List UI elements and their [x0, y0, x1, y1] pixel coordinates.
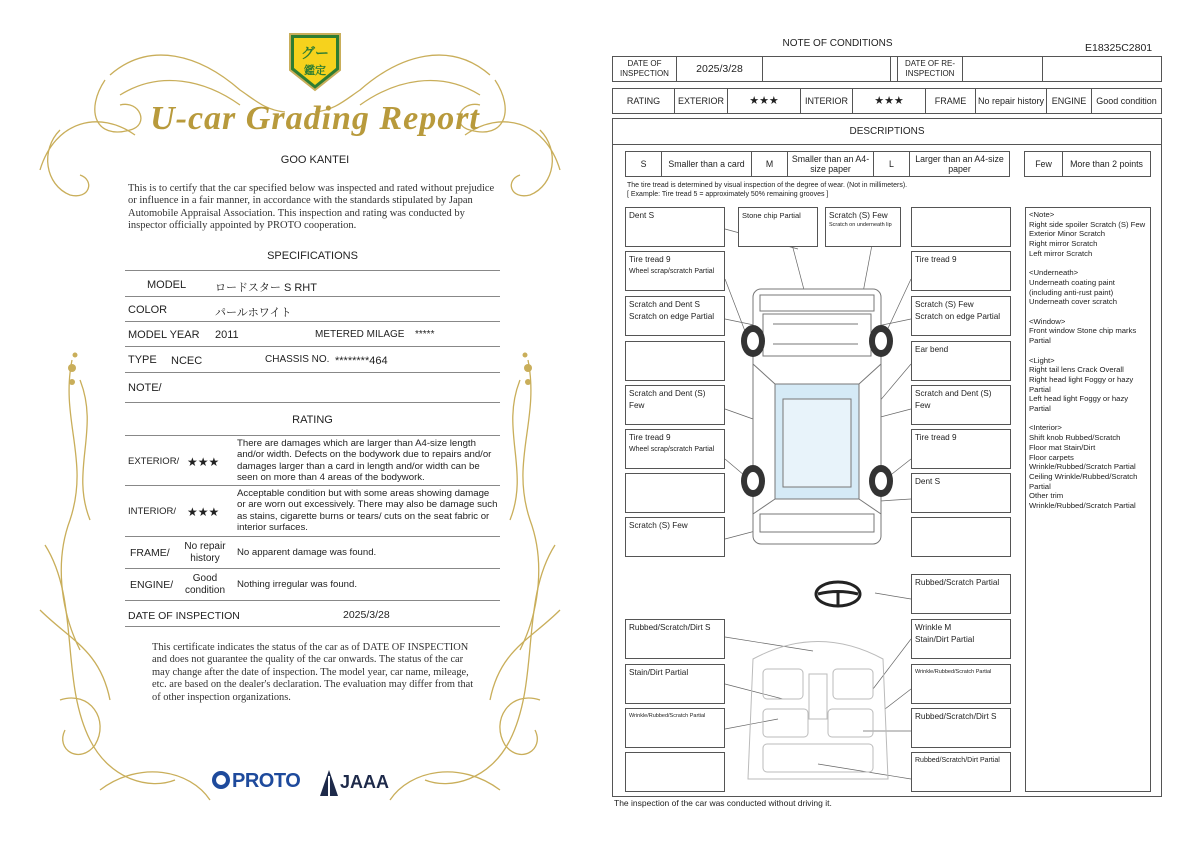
rating-label: RATING: [613, 89, 675, 113]
frame-label: FRAME: [926, 89, 976, 113]
note-group-light: <Light> Right tail lens Crack Overall Right head light Foggy or hazy Partial Left head light Foggy or hazy Partial: [1029, 355, 1134, 414]
legend-s-desc: Smaller than a card: [662, 152, 752, 176]
legend-l-desc: Larger than an A4-size paper: [915, 154, 1004, 174]
box-scratch-dent-few-left: Scratch and Dent (S) Few: [625, 385, 725, 425]
box-scratch-dent-left: Scratch and Dent S Scratch on edge Partial: [625, 296, 725, 336]
tire-tread-note: The tire tread is determined by visual inspection of the degree of wear. (Not in millimeters). [ Example: Tire tread 5 = approximately 50% remaining grooves ]: [627, 182, 908, 198]
specifications-heading: SPECIFICATIONS: [267, 250, 358, 262]
exterior-description: There are damages which are larger than A4-size length and/or width. Defects on the bodywork due to repairs and/or damages larger than a card in length and/or width can be seen on more than 4 areas of the bodywork.: [237, 438, 492, 484]
steering-wheel-icon: [816, 582, 860, 606]
proto-logo: PROTO: [212, 770, 300, 793]
box-empty-left-1: [625, 341, 725, 381]
date-value: 2025/3/28: [343, 609, 390, 621]
svg-text:鑑定: 鑑定: [304, 65, 326, 77]
box-scratch-few-rear: Scratch (S) Few: [625, 517, 725, 557]
legend-l: L: [874, 152, 910, 176]
spec-row-year: [125, 322, 500, 347]
rating-row-date: [125, 601, 500, 627]
box-interior-rsd-right: Rubbed/Scratch/Dirt S: [911, 708, 1011, 748]
bottom-note: The inspection of the car was conducted without driving it.: [614, 798, 832, 808]
svg-text:グー: グー: [301, 45, 329, 61]
engine-value: Good condition: [1096, 96, 1157, 106]
legend-m-desc: Smaller than an A4-size paper: [788, 152, 874, 176]
box-empty-left-2: [625, 473, 725, 513]
interior-stars: ★★★: [187, 505, 220, 519]
note-group-general: <Note> Right side spoiler Scratch (S) Few Exterior Minor Scratch Right mirror Scratch Left mirror Scratch: [1029, 210, 1146, 258]
box-tire-rear-right: Tire tread 9: [911, 429, 1011, 469]
certificate-title: U-car Grading Report: [150, 100, 480, 137]
box-interior-dash: Rubbed/Scratch/Dirt S: [625, 619, 725, 659]
rating-row-frame: [125, 537, 500, 569]
sheet-title: NOTE OF CONDITIONS: [782, 38, 893, 49]
exterior-stars: ★★★: [728, 89, 801, 113]
box-scratch-few-top: Scratch (S) Few Scratch on underneath lip: [825, 207, 901, 247]
frame-value: No repair history: [184, 541, 226, 564]
box-dent-rear: Dent S: [911, 473, 1011, 513]
exterior-label: EXTERIOR/: [128, 456, 180, 467]
spec-row-color: [125, 297, 500, 322]
box-steering: Rubbed/Scratch Partial: [911, 574, 1011, 614]
notes-column: [1025, 207, 1151, 792]
year-label: MODEL YEAR: [128, 329, 200, 341]
color-value: パールホワイト: [215, 307, 292, 319]
jaaa-mark-icon: [320, 770, 338, 796]
engine-label: ENGINE/: [130, 579, 174, 591]
interior-description: Acceptable condition but with some areas showing damage or are worn out excessively. There may also be damage such as stains, cigarette burns or tears/ cuts on the seat fabric or interior surfaces.: [237, 488, 498, 534]
box-dent-front: Dent S: [625, 207, 725, 247]
rating-row-exterior: [125, 436, 500, 486]
date-reinspection-value: [963, 57, 1043, 81]
interior-label: INTERIOR: [801, 89, 853, 113]
note-of-conditions-sheet: [600, 0, 1200, 848]
date-reinspection-label: DATE OF RE-INSPECTION: [897, 57, 963, 81]
certificate-subtitle: GOO KANTEI: [280, 154, 350, 166]
rating-heading: RATING: [292, 414, 333, 426]
rating-row: [612, 88, 1162, 114]
engine-description: Nothing irregular was found.: [237, 579, 357, 590]
box-tire-front-right: Tire tread 9: [911, 251, 1011, 291]
box-tire-rear-left: Tire tread 9 Wheel scrap/scratch Partial: [625, 429, 725, 469]
box-interior-rear: Rubbed/Scratch/Dirt Partial: [911, 752, 1011, 792]
date-inspection-label: DATE OF INSPECTION: [613, 57, 677, 81]
logos: [212, 770, 402, 800]
box-empty-right-1: [911, 207, 1011, 247]
engine-label: ENGINE: [1047, 89, 1092, 113]
chassis-label: CHASSIS NO.: [265, 354, 330, 365]
frame-description: No apparent damage was found.: [237, 547, 377, 558]
spec-row-model: [125, 271, 500, 297]
note-group-window: <Window> Front window Stone chip marks Partial: [1029, 316, 1137, 346]
engine-value: Good condition: [184, 573, 226, 596]
spec-row-note: [125, 373, 500, 403]
certificate-footer: This certificate indicates the status of the car as of DATE OF INSPECTION and does not guarantee the quality of the car onwards. The status of the car may change after the date of inspection. The model year, car name, mileage, etc. are based on the dealer's declaration. The evaluation may differ from that of other inspection organizations.: [152, 642, 474, 703]
model-value: ロードスター S RHT: [215, 282, 317, 294]
legend-s: S: [626, 152, 662, 176]
type-value: NCEC: [171, 355, 203, 367]
year-value: 2011: [215, 329, 239, 341]
box-scratch-dent-few-right: Scratch and Dent (S) Few: [911, 385, 1011, 425]
jaaa-logo: JAAA: [340, 772, 390, 792]
date-reinspection-blank: [1043, 57, 1161, 81]
rating-row-engine: [125, 569, 500, 601]
chassis-value: ********464: [335, 355, 388, 367]
note-group-underneath: <Underneath> Underneath coating paint (including anti-rust paint) Underneath cover scratch: [1029, 268, 1118, 307]
color-label: COLOR: [128, 304, 168, 316]
box-interior-wrs-left: Wrinkle/Rubbed/Scratch Partial: [625, 708, 725, 748]
date-inspection-value: 2025/3/28: [677, 57, 763, 81]
box-stone-chip: Stone chip Partial: [738, 207, 818, 247]
proto-mark-icon: [212, 771, 230, 789]
mileage-label: METERED MILAGE: [315, 329, 405, 340]
sheet-code: E18325C2801: [1085, 42, 1153, 54]
date-inspection-blank: [763, 57, 891, 81]
frame-label: FRAME/: [130, 547, 170, 559]
box-interior-stain-left: Stain/Dirt Partial: [625, 664, 725, 704]
legend-m: M: [752, 152, 788, 176]
box-interior-wrinkle: Wrinkle M Stain/Dirt Partial: [911, 619, 1011, 659]
rating-row-interior: [125, 486, 500, 537]
date-row: [612, 56, 1162, 82]
mileage-value: *****: [415, 329, 435, 340]
interior-label: INTERIOR/: [128, 506, 177, 517]
model-label: MODEL: [147, 279, 187, 291]
interior-stars: ★★★: [853, 89, 926, 113]
descriptions-panel: [612, 118, 1162, 797]
legend-few-desc: More than 2 points: [1070, 159, 1143, 169]
legend-few: Few: [1025, 152, 1063, 176]
date-label: DATE OF INSPECTION: [128, 610, 240, 622]
box-tire-front-left: Tire tread 9 Wheel scrap/scratch Partial: [625, 251, 725, 291]
box-scratch-few-right: Scratch (S) Few Scratch on edge Partial: [911, 296, 1011, 336]
descriptions-heading: DESCRIPTIONS: [613, 119, 1161, 145]
spec-row-type: [125, 347, 500, 373]
note-label: NOTE/: [128, 382, 162, 394]
frame-value: No repair history: [976, 89, 1047, 113]
box-empty-right-2: [911, 517, 1011, 557]
exterior-label: EXTERIOR: [675, 89, 728, 113]
box-interior-wrs-right: Wrinkle/Rubbed/Scratch Partial: [911, 664, 1011, 704]
type-label: TYPE: [128, 354, 157, 366]
box-ear-bend: Ear bend: [911, 341, 1011, 381]
goo-kantei-badge-icon: [286, 30, 344, 94]
certificate-intro: This is to certify that the car specified below was inspected and rated without prejudice or influence in a fair manner, in accordance with the standards stipulated by Japan Automobile Appraisal Association. This inspection and rating was conducted by inspector officially appointed by PROTO cooperation.: [128, 183, 495, 232]
exterior-stars: ★★★: [187, 455, 220, 469]
note-group-interior: <Interior> Shift knob Rubbed/Scratch Floor mat Stain/Dirt Floor carpets Wrinkle/Rubbed/Scratch Partial Ceiling Wrinkle/Rubbed/Scratch Partial Other trim Wrinkle/Rubbed/Scratch Partial: [1029, 423, 1138, 511]
box-empty-left-3: [625, 752, 725, 792]
